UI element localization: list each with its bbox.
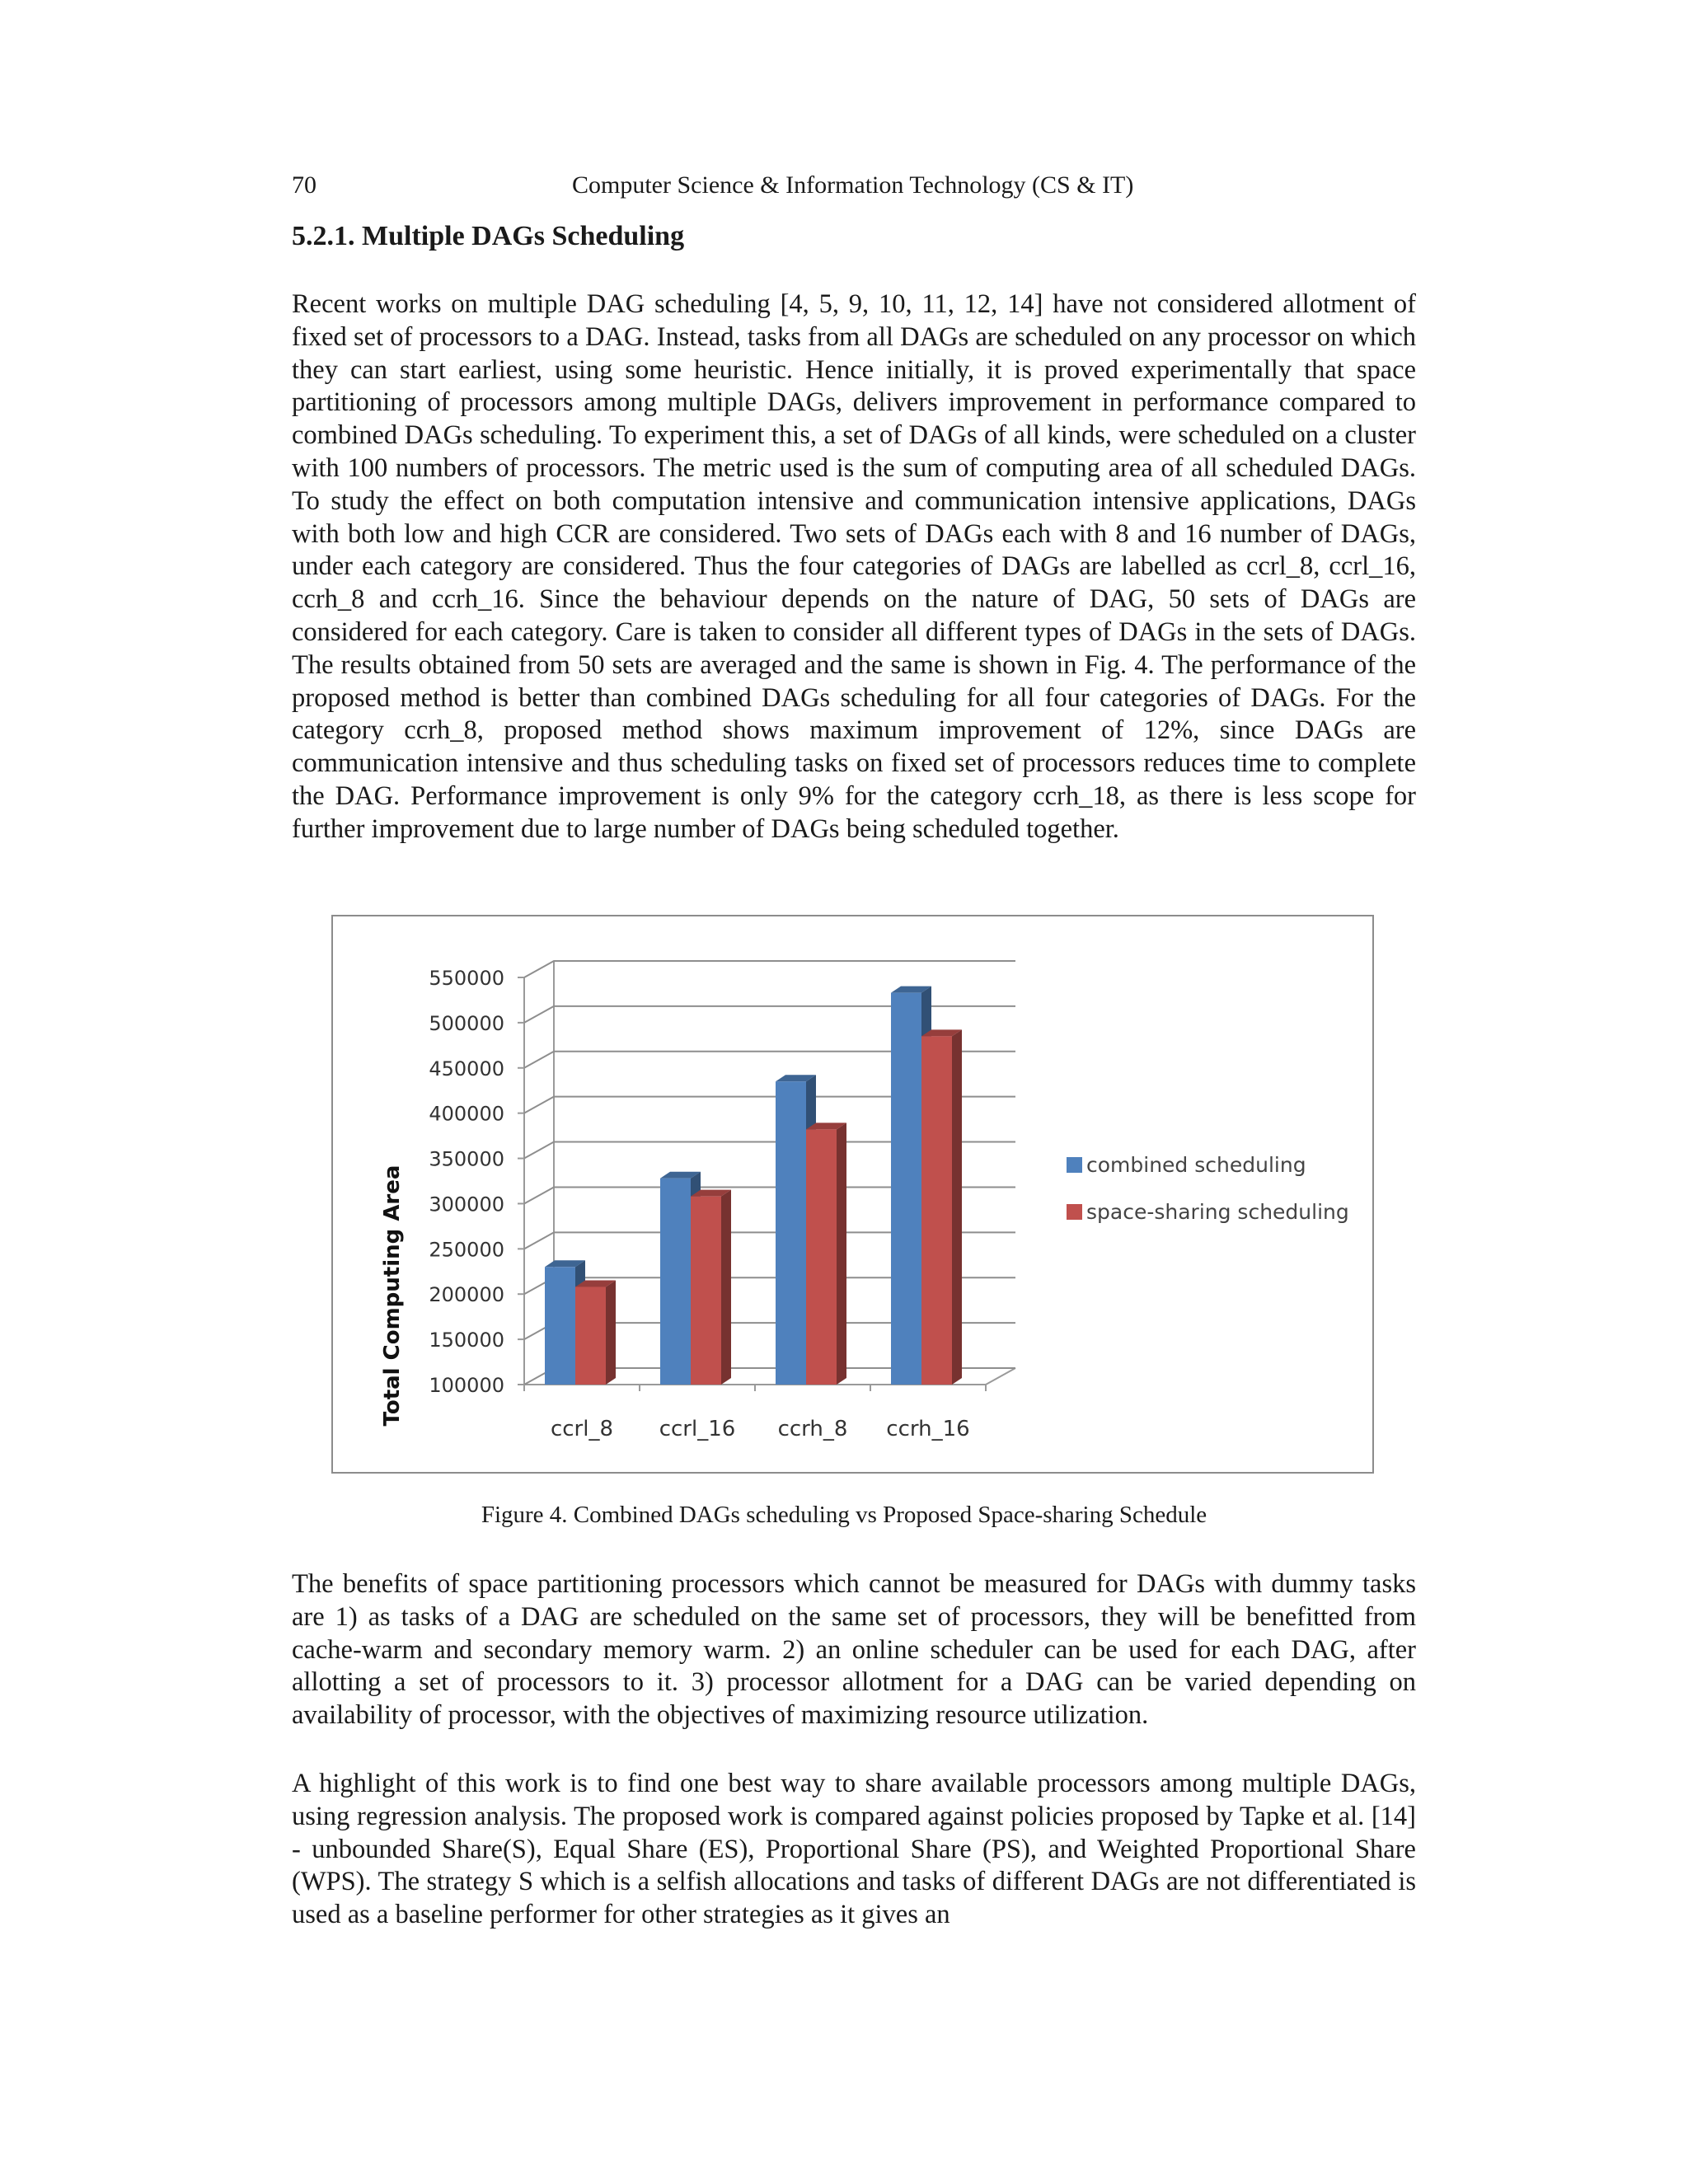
bar-space-sharing-ccrl_8 [575, 1280, 616, 1385]
legend-label-0: combined scheduling [1086, 1153, 1306, 1177]
y-tick-label: 300000 [429, 1193, 504, 1216]
legend-swatch-1 [1067, 1204, 1082, 1220]
bar-front [921, 1036, 952, 1385]
page-number: 70 [292, 171, 316, 199]
section-title: 5.2.1. Multiple DAGs Scheduling [292, 221, 685, 251]
y-axis-label: Total Computing Area [380, 1165, 405, 1427]
bar-chart [333, 916, 1376, 1475]
bar-front [776, 1081, 806, 1385]
bar-front [575, 1286, 606, 1385]
y-tick-label: 500000 [429, 1011, 504, 1035]
bar-side [952, 1029, 962, 1385]
y-tick-label: 450000 [429, 1057, 504, 1080]
running-header [292, 171, 1416, 204]
y-tick-label: 350000 [429, 1147, 504, 1171]
bar-front [806, 1129, 837, 1385]
y-tick-label: 200000 [429, 1283, 504, 1307]
x-tick-label: ccrl_16 [659, 1417, 736, 1441]
body-paragraph-3: A highlight of this work is to find one best way to share available processors among multiple DAGs, using regression analysis. The proposed work is compared against policies proposed by Tapke et al. [14] - unbounded Share(S), Equal Share (ES), Proportional Share (PS), and Weighted Proportional Share (WPS). The strategy S which is a selfish allocations and tasks of different DAGs are not differentiated is used as a baseline performer for other strategies as it gives an [292, 1769, 1416, 1930]
figure-caption: Figure 4. Combined DAGs scheduling vs Proposed Space-sharing Schedule [481, 1502, 1207, 1528]
y-tick-label: 150000 [429, 1329, 504, 1352]
bar-side [606, 1280, 616, 1385]
x-tick-label: ccrh_8 [777, 1417, 848, 1441]
body-paragraph-2: The benefits of space partitioning processors which cannot be measured for DAGs with dummy tasks are 1) as tasks of a DAG are scheduled on the same set of processors, they will be benefitted from cache-warm and secondary memory warm. 2) an online scheduler can be used for each DAG, after allotting a set of processors to it. 3) processor allotment for a DAG can be varied depending on availability of processor, with the objectives of maximizing resource utilization. [292, 1569, 1416, 1731]
y-tick-label: 400000 [429, 1102, 504, 1126]
floor-edge [986, 1368, 1015, 1385]
x-tick-label: ccrl_8 [550, 1417, 614, 1441]
figure-4-chart [331, 915, 1374, 1474]
bar-front [891, 993, 921, 1385]
legend-swatch-0 [1067, 1157, 1082, 1173]
bar-front [691, 1197, 721, 1385]
y-tick-label: 250000 [429, 1238, 504, 1262]
body-paragraph-1: Recent works on multiple DAG scheduling [4, 5, 9, 10, 11, 12, 14] have not considered allotment of fixed set of processors to a DAG. Instead, tasks from all DAGs are scheduled on any processor on which they can start earliest, using some heuristic. Hence initially, it is proved experimentally that space partitioning of processors among multiple DAGs, delivers improvement in performance compared to combined DAGs scheduling. To experiment this, a set of DAGs of all kinds, were scheduled on a cluster with 100 numbers of processors. The metric used is the sum of computing area of all scheduled DAGs. To study the effect on both computation intensive and communication intensive applications, DAGs with both low and high CCR are considered. Two sets of DAGs each with 8 and 16 number of DAGs, under each category are considered. Thus the four categories of DAGs are labelled as ccrl_8, ccrl_16, ccrh_8 and ccrh_16. Since the behaviour depends on the nature of DAG, 50 sets of DAGs are considered for each category. Care is taken to consider all different types of DAGs in the sets of DAGs. The results obtained from 50 sets are averaged and the same is shown in Fig. 4. The performance of the proposed method is better than combined DAGs scheduling for all four categories of DAGs. For the category ccrh_8, proposed method shows maximum improvement of 12%, since DAGs are communication intensive and thus scheduling tasks on fixed set of processors reduces time to complete the DAG. Performance improvement is only 9% for the category ccrh_18, as there is less scope for further improvement due to large number of DAGs being scheduled together. [292, 289, 1416, 844]
bar-space-sharing-ccrl_16 [691, 1190, 731, 1385]
gridline [524, 961, 1015, 977]
bar-space-sharing-ccrh_16 [921, 1029, 962, 1385]
y-tick-label: 100000 [429, 1374, 504, 1397]
bar-front [545, 1267, 575, 1385]
bar-space-sharing-ccrh_8 [806, 1122, 846, 1385]
journal-title: Computer Science & Information Technology (CS & IT) [572, 171, 1134, 199]
legend-label-1: space-sharing scheduling [1086, 1200, 1349, 1224]
bar-front [660, 1179, 691, 1385]
x-tick-label: ccrh_16 [886, 1417, 970, 1441]
bar-side [837, 1122, 846, 1385]
y-tick-label: 550000 [429, 967, 504, 990]
bar-side [721, 1190, 731, 1385]
gridline [524, 1006, 1015, 1023]
